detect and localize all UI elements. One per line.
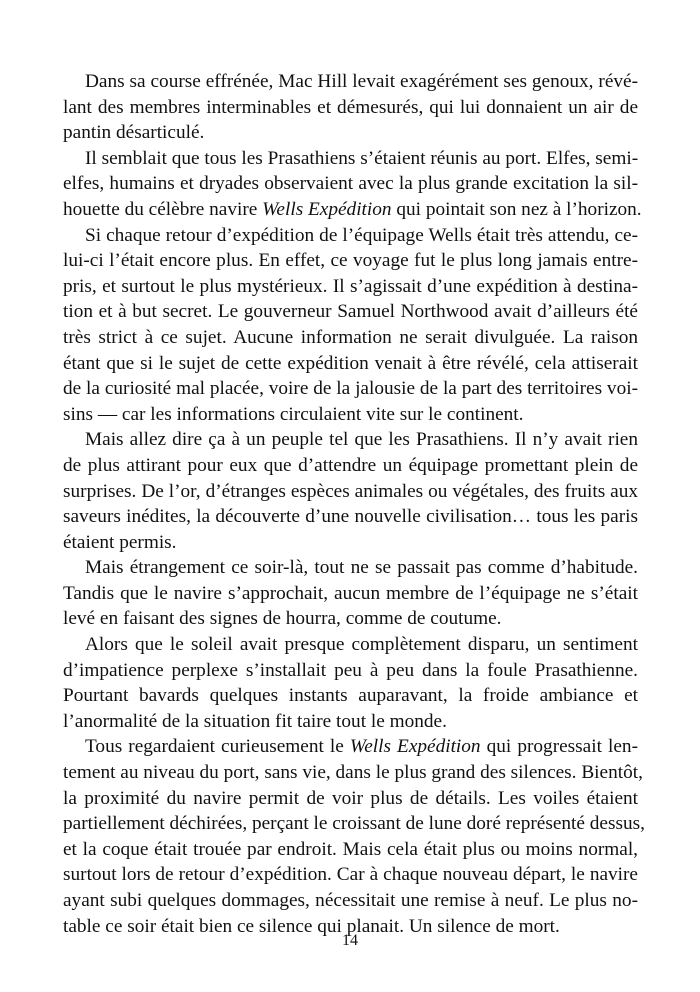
text-line: Tandis que le navire s’approchait, aucun membre de l’équipage ne s’était [63,582,638,604]
text-line: houette du célèbre navire Wells Expédition qui pointait son nez à l’horizon. [63,198,642,220]
text-line: l’anormalité de la situation fit taire tout le monde. [63,710,447,732]
paragraph [63,555,638,632]
text-line: lant des membres interminables et démesurés, qui lui donnaient un air de [63,96,638,118]
text-line: Alors que le soleil avait presque complètement disparu, un sentiment [85,634,638,656]
text-line: étaient permis. [63,531,177,553]
text-line: Il semblait que tous les Prasathiens s’étaient réunis au port. Elfes, semi- [85,147,639,169]
text-line: surtout lors de retour d’expédition. Car à chaque nouveau départ, le navire [63,864,638,886]
text-line: ayant subi quelques dommages, nécessitait une remise à neuf. Le plus no- [63,890,638,911]
text-line: Mais allez dire ça à un peuple tel que les Prasathiens. Il n’y avait rien [85,429,638,451]
text-line: étant que si le sujet de cette expédition venait à être révélé, cela attiserait [63,352,638,374]
text-line: Tous regardaient curieusement le Wells Expédition qui progressait len- [85,736,638,758]
text-line: Mais étrangement ce soir-là, tout ne se passait pas comme d’habitude. [85,557,638,579]
text-line: de la curiosité mal placée, voire de la jalousie de la part des territoires voi- [63,378,638,400]
text-line: elfes, humains et dryades observaient avec la plus grande excitation la sil- [63,173,638,195]
text-line: tement au niveau du port, sans vie, dans le plus grand des silences. Bientôt, [63,762,643,784]
text-line: et la coque était trouée par endroit. Mais cela était plus ou moins normal, [63,838,638,860]
paragraph [63,223,638,428]
text-line: partiellement déchirées, perçant le croissant de lune doré représenté dessus, [63,813,645,835]
text-line: d’impatience perplexe s’installait peu à peu dans la foule Prasathienne. [63,659,638,681]
page-body [63,69,645,939]
paragraph [63,632,638,734]
paragraph [63,146,642,223]
text-line: sins — car les informations circulaient vite sur le continent. [63,403,524,425]
text-line: saveurs inédites, la découverte d’une nouvelle civilisation… tous les paris [63,506,638,528]
text-line: Dans sa course effrénée, Mac Hill levait exagérément ses genoux, révé- [85,71,638,92]
text-line: pris, et surtout le plus mystérieux. Il s’agissait d’une expédition à destina- [63,275,638,297]
page-number: 14 [342,932,358,949]
paragraph [63,427,638,555]
text-line: Si chaque retour d’expédition de l’équipage Wells était très attendu, ce- [85,224,638,246]
text-line: pantin désarticulé. [63,122,205,144]
text-line: table ce soir était bien ce silence qui planait. Un silence de mort. [63,915,560,937]
text-line: la proximité du navire permit de voir plus de détails. Les voiles étaient [63,787,638,809]
text-line: très strict à ce sujet. Aucune information ne serait divulguée. La raison [63,326,638,348]
text-line: surprises. De l’or, d’étranges espèces animales ou végétales, des fruits aux [63,480,638,502]
paragraph [63,734,645,939]
text-line: tion et à but secret. Le gouverneur Samuel Northwood avait d’ailleurs été [63,301,638,323]
text-line: Pourtant bavards quelques instants auparavant, la froide ambiance et [63,685,638,707]
paragraph [63,69,638,146]
text-line: levé en faisant des signes de hourra, comme de coutume. [63,608,502,630]
text-line: de plus attirant pour eux que d’attendre un équipage promettant plein de [63,454,638,476]
text-line: lui-ci l’était encore plus. En effet, ce voyage fut le plus long jamais entre- [63,250,638,272]
